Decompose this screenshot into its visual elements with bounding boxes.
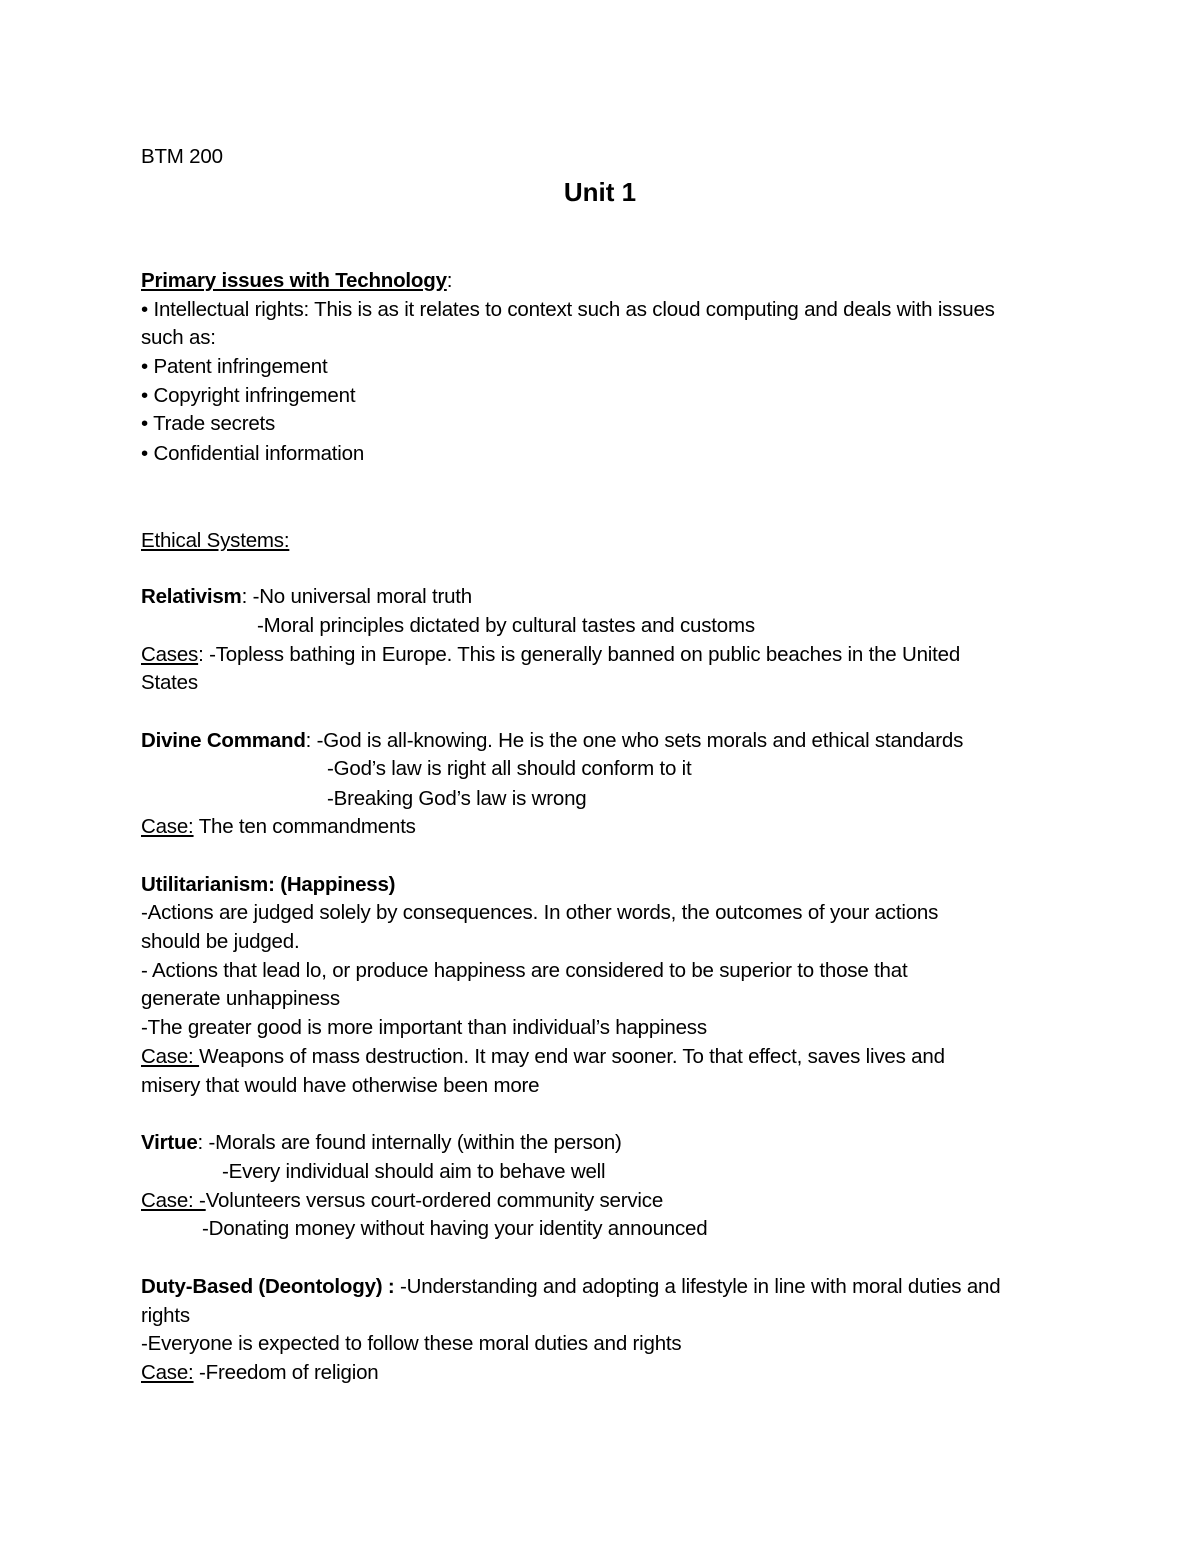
duty-based-case-label: Case: — [141, 1361, 194, 1384]
virtue-colon: : — [197, 1131, 209, 1154]
divine-command-case-text: The ten commandments — [193, 815, 416, 838]
virtue-label: Virtue — [141, 1131, 198, 1154]
divine-command-label: Divine Command — [141, 729, 306, 752]
primary-issues-heading-colon: : — [446, 269, 453, 292]
ethical-systems-heading-text: Ethical Systems: — [141, 529, 290, 552]
utilitarianism-case-label: Case: — [141, 1045, 200, 1068]
duty-based-text-1: -Understanding and adopting a lifestyle in line with moral duties and — [394, 1275, 1001, 1298]
utilitarianism-line-2: should be judged. — [141, 930, 300, 953]
virtue-case-text-2: -Donating money without having your identity announced — [202, 1217, 708, 1240]
duty-based-case-text: -Freedom of religion — [193, 1361, 379, 1384]
bullet-item: • Patent infringement — [141, 355, 328, 378]
bullet-item: • Confidential information — [141, 442, 365, 465]
relativism-line — [141, 583, 472, 611]
divine-command-case-label: Case: — [141, 815, 194, 838]
relativism-point-1: -No universal moral truth — [252, 585, 473, 608]
bullet-item: • Trade secrets — [141, 412, 276, 435]
divine-command-case-line — [141, 813, 416, 841]
utilitarianism-case-text: Weapons of mass destruction. It may end war sooner. To that effect, saves lives and — [199, 1045, 945, 1068]
divine-command-point-2: -God’s law is right all should conform to it — [327, 757, 692, 780]
utilitarianism-label: Utilitarianism: (Happiness) — [141, 873, 396, 896]
duty-based-label: Duty-Based (Deontology) : — [141, 1275, 395, 1298]
relativism-case-line — [141, 641, 960, 669]
relativism-point-2: -Moral principles dictated by cultural tastes and customs — [257, 614, 755, 637]
relativism-case-text: : -Topless bathing in Europe. This is generally banned on public beaches in the United — [198, 643, 961, 666]
unit-title: Unit 1 — [563, 177, 637, 207]
virtue-point-1: -Morals are found internally (within the person) — [208, 1131, 622, 1154]
virtue-case-label: Case: - — [141, 1189, 206, 1212]
relativism-colon: : — [241, 585, 253, 608]
divine-command-line — [141, 727, 963, 755]
intellectual-rights-line-1: • Intellectual rights: This is as it relates to context such as cloud computing and deals with issues — [141, 298, 995, 321]
utilitarianism-line-4: generate unhappiness — [141, 987, 340, 1010]
bullet-item: • Copyright infringement — [141, 384, 356, 407]
primary-issues-heading: Primary issues with Technology — [141, 269, 447, 292]
relativism-label: Relativism — [141, 585, 242, 608]
course-code: BTM 200 — [141, 145, 223, 168]
duty-based-case-line — [141, 1359, 379, 1387]
relativism-case-text-2: States — [141, 671, 198, 694]
utilitarianism-case-line — [141, 1043, 945, 1071]
duty-based-line — [141, 1273, 1000, 1301]
utilitarianism-line-3: - Actions that lead lo, or produce happiness are considered to be superior to those that — [141, 959, 908, 982]
utilitarianism-line-5: -The greater good is more important than individual’s happiness — [141, 1016, 707, 1039]
virtue-case-text: Volunteers versus court-ordered community service — [205, 1189, 664, 1212]
relativism-case-label: Cases — [141, 643, 199, 666]
virtue-line — [141, 1129, 622, 1157]
virtue-case-line — [141, 1187, 663, 1215]
duty-based-text-3: -Everyone is expected to follow these moral duties and rights — [141, 1332, 682, 1355]
utilitarianism-case-text-2: misery that would have otherwise been more — [141, 1074, 540, 1097]
divine-command-colon: : — [305, 729, 317, 752]
duty-based-text-2: rights — [141, 1304, 190, 1327]
divine-command-point-1: -God is all-knowing. He is the one who sets morals and ethical standards — [316, 729, 964, 752]
primary-issues-heading-line — [141, 267, 452, 295]
ethical-systems-heading — [141, 527, 289, 555]
utilitarianism-line-1: -Actions are judged solely by consequences. In other words, the outcomes of your actions — [141, 901, 939, 924]
divine-command-point-3: -Breaking God’s law is wrong — [327, 787, 587, 810]
intellectual-rights-line-2: such as: — [141, 326, 216, 349]
virtue-point-2: -Every individual should aim to behave well — [222, 1160, 606, 1183]
